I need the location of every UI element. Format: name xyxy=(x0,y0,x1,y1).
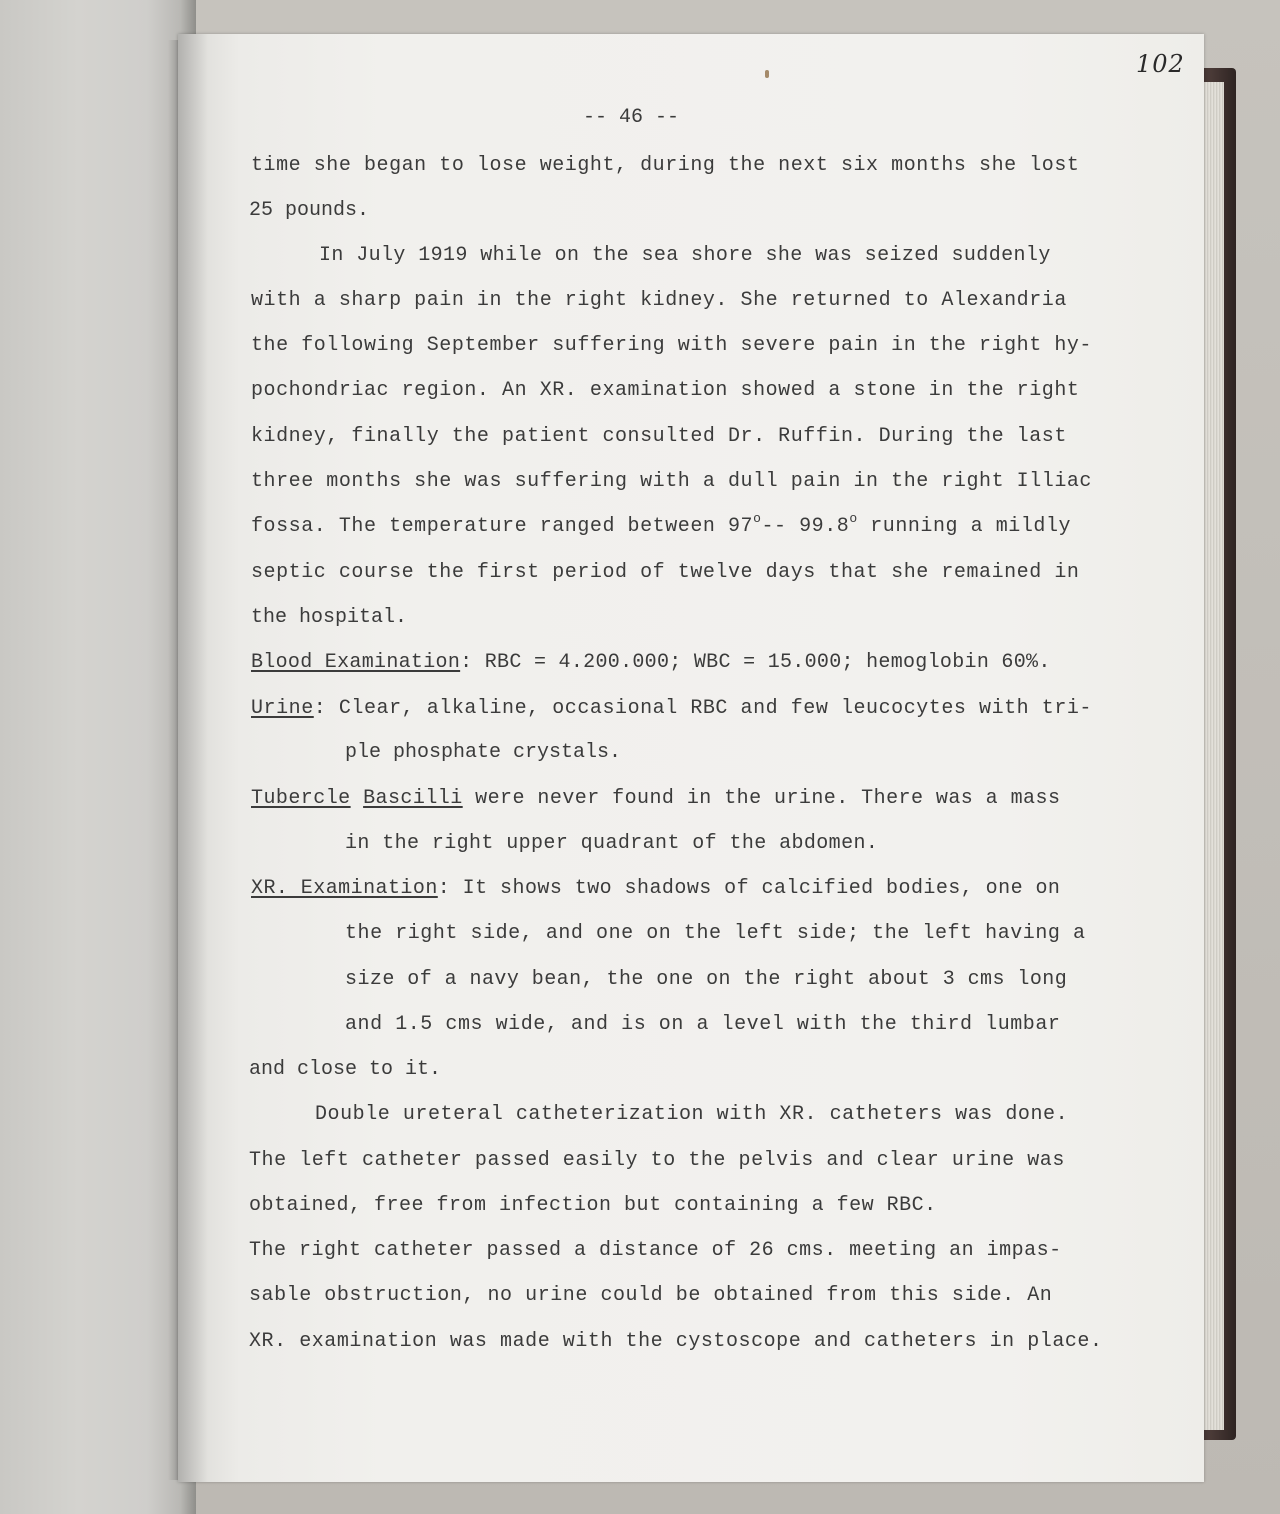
text-line: kidney, finally the patient consulted Dr. Ruffin. During the last xyxy=(251,425,1067,448)
text-line: time she began to lose weight, during the next six months she lost xyxy=(251,154,1080,177)
text-line: pochondriac region. An XR. examination showed a stone in the right xyxy=(251,379,1080,402)
handwritten-page-annotation: 102 xyxy=(1136,50,1185,78)
text-line: The left catheter passed easily to the pelvis and clear urine was xyxy=(249,1149,1065,1172)
text-line: with a sharp pain in the right kidney. She returned to Alexandria xyxy=(251,289,1067,312)
text-line: sable obstruction, no urine could be obtained from this side. An xyxy=(249,1284,1053,1307)
degree-mark: o xyxy=(849,511,858,526)
text-line: and close to it. xyxy=(249,1058,442,1081)
text-line: ple phosphate crystals. xyxy=(345,741,622,764)
section-text: : RBC = 4.200.000; WBC = 15.000; hemoglobin 60%. xyxy=(460,651,1051,674)
temperature-course: running a mildly xyxy=(857,515,1072,538)
page-number: -- 46 -- xyxy=(583,106,680,129)
section-label: XR. Examination xyxy=(251,877,438,900)
text-line: The right catheter passed a distance of 26 cms. meeting an impas- xyxy=(249,1239,1062,1262)
text-line: in the right upper quadrant of the abdomen. xyxy=(345,832,879,855)
text-line: the hospital. xyxy=(251,606,408,629)
text-line: the following September suffering with severe pain in the right hy- xyxy=(251,334,1092,357)
section-label: Blood Examination xyxy=(251,651,461,674)
text-line: Double ureteral catheterization with XR. catheters was done. xyxy=(315,1103,1069,1126)
text-line: septic course the first period of twelve days that she remained in xyxy=(251,561,1080,584)
section-label: Urine xyxy=(251,697,314,720)
temperature-text: fossa. The temperature ranged between 97 xyxy=(251,515,754,538)
xr-examination-line xyxy=(251,877,1060,901)
text-line: XR. examination was made with the cystoscope and catheters in place. xyxy=(249,1330,1103,1353)
text-line xyxy=(251,511,1072,539)
section-label: Bascilli xyxy=(363,787,463,810)
text-line: 25 pounds. xyxy=(249,199,370,222)
text-line: In July 1919 while on the sea shore she was seized suddenly xyxy=(319,244,1051,267)
section-text: were never found in the urine. There was a mass xyxy=(462,787,1061,810)
section-text: : It shows two shadows of calcified bodies, one on xyxy=(437,877,1061,900)
tubercle-line xyxy=(251,787,1060,811)
section-text: : Clear, alkaline, occasional RBC and few leucocytes with tri- xyxy=(313,697,1092,720)
text-line: the right side, and one on the left side; the left having a xyxy=(345,922,1086,945)
text-line: and 1.5 cms wide, and is on a level with the third lumbar xyxy=(345,1013,1061,1036)
section-label: Tubercle xyxy=(251,787,351,810)
temperature-range: -- 99.8 xyxy=(761,515,850,538)
blood-examination-line xyxy=(251,651,1051,675)
urine-line xyxy=(251,697,1092,721)
text-line: three months she was suffering with a dull pain in the right Illiac xyxy=(251,470,1092,493)
text-line: obtained, free from infection but containing a few RBC. xyxy=(249,1194,937,1217)
text-line: size of a navy bean, the one on the right about 3 cms long xyxy=(345,968,1068,991)
degree-mark: o xyxy=(753,511,762,526)
